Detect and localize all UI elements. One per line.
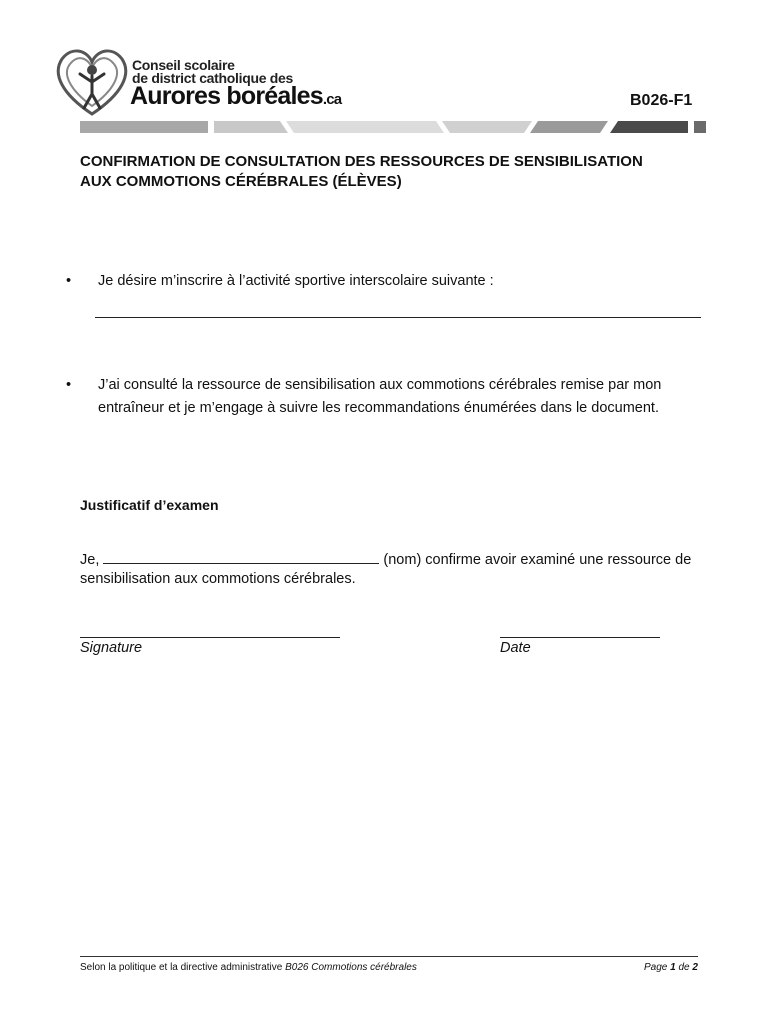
date-line[interactable] bbox=[500, 637, 660, 638]
bullet-symbol: • bbox=[66, 377, 72, 393]
confirmation-line-1 bbox=[80, 550, 720, 570]
signature-label: Signature bbox=[80, 640, 143, 656]
logo-line-2: de district catholique des bbox=[132, 70, 294, 86]
date-label: Date bbox=[500, 640, 531, 656]
confirmation-paragraph bbox=[80, 550, 720, 589]
heart-logo-icon bbox=[52, 44, 132, 122]
page-number bbox=[644, 962, 698, 973]
document-code: B026-F1 bbox=[630, 92, 693, 109]
signature-line[interactable] bbox=[80, 637, 340, 638]
bullet-item-1 bbox=[66, 270, 706, 293]
organization-logo bbox=[52, 44, 342, 124]
band-segment bbox=[694, 121, 706, 133]
band-segment bbox=[610, 121, 688, 133]
je-prefix: Je, bbox=[80, 552, 100, 568]
bullet-text-1: Je désire m’inscrire à l’activité sportive interscolaire suivante : bbox=[98, 273, 494, 289]
activity-blank-line[interactable] bbox=[95, 317, 701, 318]
footer-rule bbox=[80, 956, 698, 957]
je-suffix: (nom) confirme avoir examiné une ressource de bbox=[383, 552, 692, 568]
header-band bbox=[80, 121, 706, 133]
bullet-item-2 bbox=[66, 374, 706, 420]
band-segment bbox=[442, 121, 532, 133]
band-segment bbox=[214, 121, 288, 133]
page-word: Page bbox=[644, 962, 668, 973]
title-line-2: AUX COMMOTIONS CÉRÉBRALES (ÉLÈVES) bbox=[80, 173, 402, 190]
title-line-1: CONFIRMATION DE CONSULTATION DES RESSOURCES DE SENSIBILISATION bbox=[80, 153, 643, 170]
bullet-text-2-line-2: entraîneur et je m’engage à suivre les recommandations énumérées dans le document. bbox=[98, 400, 659, 416]
document-title bbox=[80, 152, 710, 192]
band-segment bbox=[80, 121, 208, 133]
band-segment bbox=[286, 121, 444, 133]
section-heading: Justificatif d’examen bbox=[80, 497, 219, 513]
footer-policy bbox=[80, 962, 417, 973]
footer-policy-name: B026 Commotions cérébrales bbox=[285, 962, 417, 973]
bullet-symbol: • bbox=[66, 273, 72, 289]
logo-suffix: .ca bbox=[322, 91, 342, 108]
confirmation-line-2: sensibilisation aux commotions cérébrales. bbox=[80, 571, 356, 587]
logo-line-3 bbox=[130, 82, 341, 111]
logo-name: Aurores boréales bbox=[130, 82, 323, 110]
bullet-text-2-line-1: J’ai consulté la ressource de sensibilisation aux commotions cérébrales remise par mon bbox=[98, 377, 662, 393]
page-total: 2 bbox=[692, 962, 698, 973]
name-blank-line[interactable] bbox=[103, 550, 379, 564]
footer-policy-prefix: Selon la politique et la directive administrative bbox=[80, 962, 283, 973]
page-of: de bbox=[678, 962, 690, 973]
logo-line-1: Conseil scolaire bbox=[132, 57, 235, 73]
page-current: 1 bbox=[670, 962, 676, 973]
